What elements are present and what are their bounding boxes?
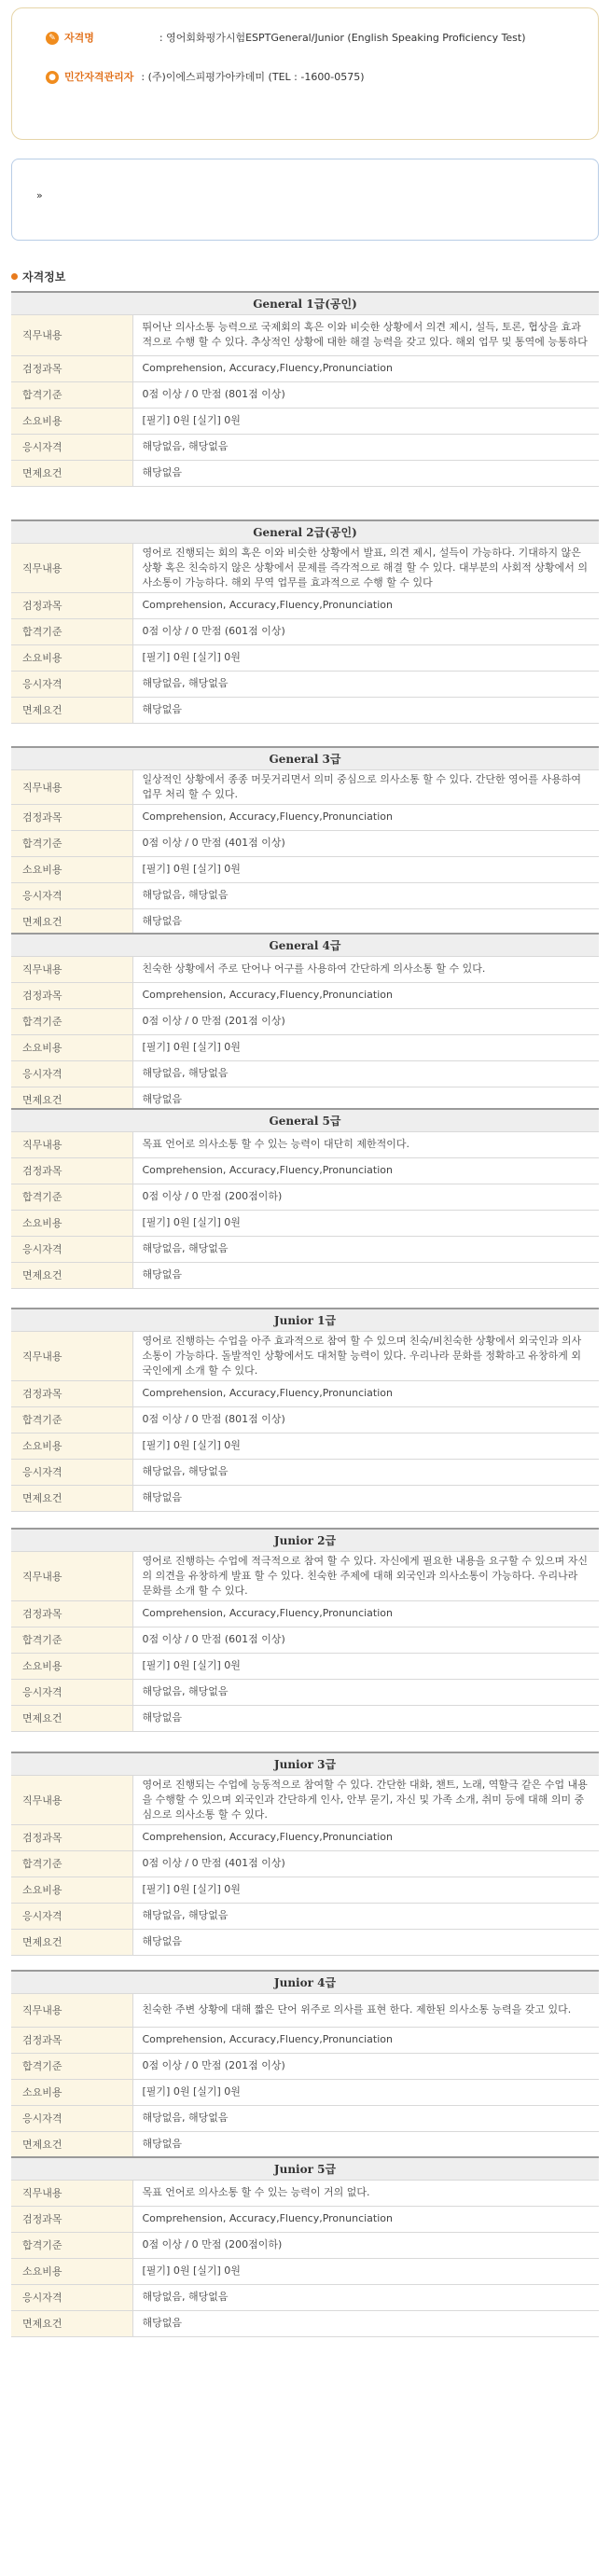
row-value-eligibility: 해당없음, 해당없음 (132, 434, 599, 460)
table-row (11, 1262, 599, 1288)
row-label-subjects: 검정과목 (11, 2027, 132, 2053)
row-label-subjects: 검정과목 (11, 1824, 132, 1850)
row-value-cost: [필기] 0원 [실기] 0원 (132, 644, 599, 671)
table-row (11, 543, 599, 592)
row-label-duties: 직무내용 (11, 1131, 132, 1157)
row-label-cost: 소요비용 (11, 1653, 132, 1679)
description-box (11, 159, 599, 241)
row-label-exemption: 면제요건 (11, 460, 132, 486)
table-row (11, 830, 599, 856)
table-row (11, 1850, 599, 1877)
row-label-subjects: 검정과목 (11, 1157, 132, 1184)
row-label-exemption: 면제요건 (11, 1705, 132, 1731)
table-row (11, 956, 599, 982)
document-icon: ✎ (46, 32, 59, 45)
row-value-cost: [필기] 0원 [실기] 0원 (132, 856, 599, 882)
row-value-cost: [필기] 0원 [실기] 0원 (132, 408, 599, 434)
table-row (11, 1775, 599, 1824)
row-label-pass: 합격기준 (11, 2232, 132, 2258)
row-value-exemption: 해당없음 (132, 1485, 599, 1511)
grade-title: Junior 5급 (11, 2157, 599, 2180)
row-label-eligibility: 응시자격 (11, 2284, 132, 2310)
grade-table (11, 291, 599, 487)
table-row (11, 2206, 599, 2232)
row-label-duties: 직무내용 (11, 2180, 132, 2206)
table-row (11, 408, 599, 434)
row-label-eligibility: 응시자격 (11, 1060, 132, 1087)
section-title (11, 269, 65, 284)
row-value-exemption: 해당없음 (132, 460, 599, 486)
row-value-duties: 영어로 진행되는 회의 혹은 이와 비슷한 상황에서 발표, 의견 제시, 설득이 가능하다. 기대하지 않은 상황 혹은 친숙하지 않은 상황에서 문제를 즉각적으로 해결 할 수 있다. 대부분의 사회적 상황에서 의사소통이 가능하다. 해외 무역 업무를 효과적으로 수행 할 수 있다 (132, 543, 599, 592)
table-row (11, 618, 599, 644)
row-label-exemption: 면제요건 (11, 1929, 132, 1955)
certificate-name-label: 자격명 (64, 32, 94, 44)
row-value-duties: 목표 언어로 의사소통 할 수 있는 능력이 대단히 제한적이다. (132, 1131, 599, 1157)
row-label-cost: 소요비용 (11, 1877, 132, 1903)
row-label-duties: 직무내용 (11, 1551, 132, 1600)
row-value-exemption: 해당없음 (132, 1262, 599, 1288)
row-label-duties: 직무내용 (11, 1331, 132, 1380)
table-row (11, 2258, 599, 2284)
row-value-duties: 목표 언어로 의사소통 할 수 있는 능력이 거의 없다. (132, 2180, 599, 2206)
row-label-eligibility: 응시자격 (11, 671, 132, 697)
row-value-subjects: Comprehension, Accuracy,Fluency,Pronunciation (132, 355, 599, 381)
table-row (11, 882, 599, 908)
table-row (11, 1157, 599, 1184)
table-row (11, 2232, 599, 2258)
table-row (11, 1210, 599, 1236)
row-value-subjects: Comprehension, Accuracy,Fluency,Pronunciation (132, 1157, 599, 1184)
row-label-pass: 합격기준 (11, 1406, 132, 1433)
row-value-subjects: Comprehension, Accuracy,Fluency,Pronunciation (132, 982, 599, 1008)
description-text: » (36, 189, 43, 201)
grade-table (11, 1752, 599, 1956)
table-row (11, 644, 599, 671)
row-value-eligibility: 해당없음, 해당없음 (132, 2284, 599, 2310)
row-label-duties: 직무내용 (11, 769, 132, 804)
grade-title: General 3급 (11, 747, 599, 769)
table-row (11, 1406, 599, 1433)
row-label-exemption: 면제요건 (11, 1262, 132, 1288)
row-value-cost: [필기] 0원 [실기] 0원 (132, 1653, 599, 1679)
row-value-duties: 영어로 진행하는 수업에 적극적으로 참여 할 수 있다. 자신에게 필요한 내용을 요구할 수 있으며 자신의 의견을 유창하게 발표 할 수 있다. 친숙한 주제에 대해 외국인과 의사소통이 가능하다. 우리나라 문화를 소개 할 수 있다. (132, 1551, 599, 1600)
grade-title: Junior 1급 (11, 1309, 599, 1331)
certificate-name-row (46, 29, 572, 48)
row-label-cost: 소요비용 (11, 1034, 132, 1060)
row-label-subjects: 검정과목 (11, 1600, 132, 1627)
row-value-pass: 0점 이상 / 0 만점 (601점 이상) (132, 1627, 599, 1653)
certificate-manager-value: : (주)이에스피평가아카데미 (TEL : -1600-0575) (141, 71, 365, 83)
table-row (11, 697, 599, 723)
row-value-exemption: 해당없음 (132, 1087, 599, 1113)
row-value-exemption: 해당없음 (132, 697, 599, 723)
row-label-cost: 소요비용 (11, 1210, 132, 1236)
row-value-cost: [필기] 0원 [실기] 0원 (132, 1433, 599, 1459)
table-row (11, 804, 599, 830)
row-value-duties: 친숙한 상황에서 주로 단어나 어구를 사용하여 간단하게 의사소통 할 수 있다. (132, 956, 599, 982)
row-label-exemption: 면제요건 (11, 1485, 132, 1511)
row-label-subjects: 검정과목 (11, 982, 132, 1008)
row-value-cost: [필기] 0원 [실기] 0원 (132, 2258, 599, 2284)
row-value-eligibility: 해당없음, 해당없음 (132, 1236, 599, 1262)
grade-title: General 1급(공인) (11, 292, 599, 314)
table-row (11, 460, 599, 486)
table-row (11, 2310, 599, 2336)
row-value-exemption: 해당없음 (132, 2131, 599, 2157)
table-row (11, 1459, 599, 1485)
row-label-eligibility: 응시자격 (11, 1903, 132, 1929)
grade-title: General 5급 (11, 1109, 599, 1131)
row-label-cost: 소요비용 (11, 408, 132, 434)
row-value-exemption: 해당없음 (132, 908, 599, 935)
row-label-cost: 소요비용 (11, 2079, 132, 2105)
row-label-exemption: 면제요건 (11, 908, 132, 935)
table-row (11, 856, 599, 882)
table-row (11, 1600, 599, 1627)
grade-table (11, 746, 599, 935)
row-value-subjects: Comprehension, Accuracy,Fluency,Pronunciation (132, 2206, 599, 2232)
table-row (11, 2027, 599, 2053)
grade-table (11, 519, 599, 724)
row-value-eligibility: 해당없음, 해당없음 (132, 2105, 599, 2131)
table-row (11, 1236, 599, 1262)
certificate-manager-row (46, 68, 572, 87)
grade-title: Junior 4급 (11, 1971, 599, 1993)
bullet-icon (11, 273, 18, 280)
row-label-pass: 합격기준 (11, 1850, 132, 1877)
grade-table (11, 933, 599, 1114)
row-value-pass: 0점 이상 / 0 만점 (801점 이상) (132, 1406, 599, 1433)
row-value-cost: [필기] 0원 [실기] 0원 (132, 1877, 599, 1903)
row-value-duties: 영어로 진행되는 수업에 능동적으로 참여할 수 있다. 간단한 대화, 챈트, 노래, 역할극 같은 수업 내용을 수행할 수 있으며 외국인과 간단하게 인사, 안부 묻기, 자신 및 가족 소개, 취미 등에 대해 의미 중심으로 의사소통 할 수 있다. (132, 1775, 599, 1824)
table-row (11, 592, 599, 618)
table-row (11, 769, 599, 804)
row-label-pass: 합격기준 (11, 830, 132, 856)
grade-title: General 2급(공인) (11, 520, 599, 543)
table-row (11, 982, 599, 1008)
row-value-eligibility: 해당없음, 해당없음 (132, 1903, 599, 1929)
row-value-pass: 0점 이상 / 0 만점 (200점이하) (132, 2232, 599, 2258)
row-label-duties: 직무내용 (11, 1993, 132, 2027)
table-row (11, 671, 599, 697)
table-row (11, 2180, 599, 2206)
row-label-pass: 합격기준 (11, 1184, 132, 1210)
row-value-eligibility: 해당없음, 해당없음 (132, 1060, 599, 1087)
row-label-exemption: 면제요건 (11, 697, 132, 723)
row-value-pass: 0점 이상 / 0 만점 (601점 이상) (132, 618, 599, 644)
row-label-eligibility: 응시자격 (11, 1459, 132, 1485)
row-label-subjects: 검정과목 (11, 804, 132, 830)
certificate-header (11, 7, 599, 140)
row-value-eligibility: 해당없음, 해당없음 (132, 1679, 599, 1705)
table-row (11, 1653, 599, 1679)
grade-title: Junior 3급 (11, 1752, 599, 1775)
row-value-eligibility: 해당없음, 해당없음 (132, 671, 599, 697)
row-label-exemption: 면제요건 (11, 2131, 132, 2157)
row-value-pass: 0점 이상 / 0 만점 (201점 이상) (132, 1008, 599, 1034)
table-row (11, 1331, 599, 1380)
table-row (11, 2053, 599, 2079)
row-label-subjects: 검정과목 (11, 2206, 132, 2232)
table-row (11, 1433, 599, 1459)
person-icon: ● (46, 71, 59, 84)
row-label-eligibility: 응시자격 (11, 2105, 132, 2131)
grade-table (11, 1528, 599, 1732)
row-value-duties: 영어로 진행하는 수업을 아주 효과적으로 참여 할 수 있으며 친숙/비친숙한 상황에서 외국인과 의사소통이 가능하다. 돌발적인 상황에서도 대처할 능력이 있다. 우리나라 문화를 정확하고 유창하게 외국인에게 소개 할 수 있다. (132, 1331, 599, 1380)
row-value-duties: 일상적인 상황에서 종종 머뭇거리면서 의미 중심으로 의사소통 할 수 있다. 간단한 영어를 사용하여 업무 처리 할 수 있다. (132, 769, 599, 804)
certificate-manager-label: 민간자격관리자 (64, 71, 134, 83)
table-row (11, 1131, 599, 1157)
row-value-cost: [필기] 0원 [실기] 0원 (132, 1034, 599, 1060)
section-title-text: 자격정보 (22, 270, 66, 284)
grade-title: General 4급 (11, 934, 599, 956)
row-label-subjects: 검정과목 (11, 592, 132, 618)
row-label-pass: 합격기준 (11, 381, 132, 408)
row-label-cost: 소요비용 (11, 644, 132, 671)
row-value-duties: 뛰어난 의사소통 능력으로 국제회의 혹은 이와 비슷한 상황에서 의견 제시, 설득, 토론, 협상을 효과적으로 수행 할 수 있다. 추상적인 상황에 대한 해결 능력을 갖고 있다. 해외 업무 및 통역에 능통하다 (132, 314, 599, 355)
table-row (11, 908, 599, 935)
row-label-cost: 소요비용 (11, 856, 132, 882)
row-label-exemption: 면제요건 (11, 1087, 132, 1113)
row-label-cost: 소요비용 (11, 1433, 132, 1459)
row-value-subjects: Comprehension, Accuracy,Fluency,Pronunciation (132, 592, 599, 618)
row-label-eligibility: 응시자격 (11, 882, 132, 908)
row-label-pass: 합격기준 (11, 1008, 132, 1034)
row-label-subjects: 검정과목 (11, 1380, 132, 1406)
grade-table (11, 1970, 599, 2158)
table-row (11, 1929, 599, 1955)
row-label-pass: 합격기준 (11, 1627, 132, 1653)
row-value-cost: [필기] 0원 [실기] 0원 (132, 2079, 599, 2105)
grade-title: Junior 2급 (11, 1529, 599, 1551)
table-row (11, 1877, 599, 1903)
row-value-subjects: Comprehension, Accuracy,Fluency,Pronunciation (132, 1824, 599, 1850)
table-row (11, 2131, 599, 2157)
row-label-eligibility: 응시자격 (11, 434, 132, 460)
table-row (11, 1627, 599, 1653)
table-row (11, 1993, 599, 2027)
row-value-pass: 0점 이상 / 0 만점 (201점 이상) (132, 2053, 599, 2079)
row-label-duties: 직무내용 (11, 1775, 132, 1824)
table-row (11, 434, 599, 460)
row-value-subjects: Comprehension, Accuracy,Fluency,Pronunciation (132, 804, 599, 830)
row-label-pass: 합격기준 (11, 2053, 132, 2079)
certificate-name-value: : 영어회화평가시험ESPTGeneral/Junior (English Speaking Proficiency Test) (159, 32, 526, 44)
row-label-cost: 소요비용 (11, 2258, 132, 2284)
table-row (11, 1380, 599, 1406)
row-value-exemption: 해당없음 (132, 1929, 599, 1955)
table-row (11, 1679, 599, 1705)
row-label-exemption: 면제요건 (11, 2310, 132, 2336)
table-row (11, 355, 599, 381)
table-row (11, 1903, 599, 1929)
row-value-eligibility: 해당없음, 해당없음 (132, 882, 599, 908)
table-row (11, 2105, 599, 2131)
row-label-subjects: 검정과목 (11, 355, 132, 381)
row-value-subjects: Comprehension, Accuracy,Fluency,Pronunciation (132, 2027, 599, 2053)
grade-table (11, 1308, 599, 1512)
row-value-subjects: Comprehension, Accuracy,Fluency,Pronunciation (132, 1600, 599, 1627)
row-value-cost: [필기] 0원 [실기] 0원 (132, 1210, 599, 1236)
table-row (11, 2079, 599, 2105)
row-value-subjects: Comprehension, Accuracy,Fluency,Pronunciation (132, 1380, 599, 1406)
row-label-eligibility: 응시자격 (11, 1679, 132, 1705)
row-label-duties: 직무내용 (11, 956, 132, 982)
grade-table (11, 1108, 599, 1289)
table-row (11, 1705, 599, 1731)
table-row (11, 314, 599, 355)
table-row (11, 1551, 599, 1600)
row-value-exemption: 해당없음 (132, 1705, 599, 1731)
table-row (11, 1060, 599, 1087)
table-row (11, 1184, 599, 1210)
row-label-eligibility: 응시자격 (11, 1236, 132, 1262)
row-value-pass: 0점 이상 / 0 만점 (401점 이상) (132, 1850, 599, 1877)
row-value-eligibility: 해당없음, 해당없음 (132, 1459, 599, 1485)
grade-table (11, 2156, 599, 2337)
row-value-pass: 0점 이상 / 0 만점 (401점 이상) (132, 830, 599, 856)
table-row (11, 1485, 599, 1511)
table-row (11, 1824, 599, 1850)
row-label-duties: 직무내용 (11, 543, 132, 592)
table-row (11, 381, 599, 408)
row-value-pass: 0점 이상 / 0 만점 (801점 이상) (132, 381, 599, 408)
table-row (11, 1034, 599, 1060)
table-row (11, 2284, 599, 2310)
row-value-exemption: 해당없음 (132, 2310, 599, 2336)
row-label-duties: 직무내용 (11, 314, 132, 355)
table-row (11, 1008, 599, 1034)
row-value-pass: 0점 이상 / 0 만점 (200점이하) (132, 1184, 599, 1210)
row-label-pass: 합격기준 (11, 618, 132, 644)
row-value-duties: 친숙한 주변 상황에 대해 짧은 단어 위주로 의사를 표현 한다. 제한된 의사소통 능력을 갖고 있다. (132, 1993, 599, 2027)
